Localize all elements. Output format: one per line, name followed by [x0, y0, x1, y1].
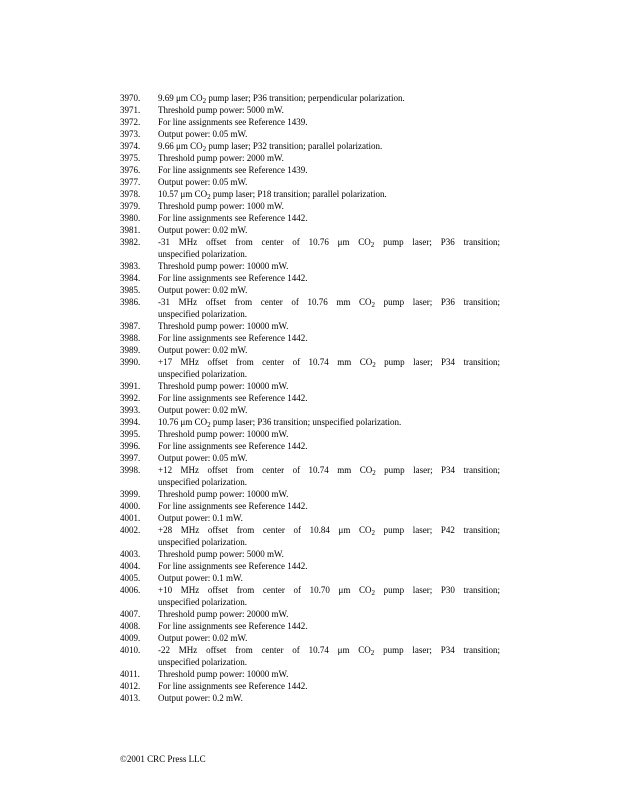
note-item — [120, 224, 500, 236]
note-item — [120, 140, 500, 152]
note-text: Output power: 0.05 mW. — [158, 129, 248, 139]
note-text — [158, 188, 500, 200]
note-number: 3984. — [120, 273, 141, 283]
note-text-post: pump laser; P36 transition; perpendicular polarization. — [206, 93, 405, 103]
note-number: 3993. — [120, 405, 141, 415]
note-text-post: pump laser; P36 transition; — [375, 297, 500, 307]
note-text: For line assignments see Reference 1439. — [158, 117, 308, 127]
note-item — [120, 152, 500, 164]
co2-subscript: 2 — [370, 649, 375, 657]
co2-subscript: 2 — [371, 529, 375, 537]
note-text — [158, 236, 500, 248]
co2-subscript: 2 — [207, 421, 211, 429]
note-text: Threshold pump power: 10000 mW. — [158, 429, 289, 439]
note-number: 3996. — [120, 441, 141, 451]
note-number: 3991. — [120, 381, 141, 391]
note-item — [120, 176, 500, 188]
note-number: 3982. — [120, 237, 141, 247]
note-item — [120, 464, 500, 488]
note-item — [120, 200, 500, 212]
note-item — [120, 620, 500, 632]
note-item — [120, 608, 500, 620]
co2-subscript: 2 — [372, 361, 376, 369]
note-text — [158, 356, 500, 368]
note-number: 3990. — [120, 357, 141, 367]
note-text: Output power: 0.05 mW. — [158, 453, 248, 463]
copyright-footer: ©2001 CRC Press LLC — [120, 754, 206, 764]
co2-subscript: 2 — [372, 469, 376, 477]
note-text: Threshold pump power: 20000 mW. — [158, 609, 289, 619]
note-item — [120, 644, 500, 668]
note-number: 4013. — [120, 693, 141, 703]
note-text-pre: 9.69 μm CO — [158, 93, 203, 103]
note-item — [120, 584, 500, 608]
note-text — [158, 644, 500, 656]
note-text-post: pump laser; P30 transition; — [374, 585, 500, 595]
note-item — [120, 692, 500, 704]
note-text-post: pump laser; P18 transition; parallel polarization. — [210, 189, 387, 199]
note-number: 3997. — [120, 453, 141, 463]
note-text — [158, 464, 500, 476]
note-item — [120, 680, 500, 692]
note-continuation: unspecified polarization. — [158, 369, 247, 379]
note-text: For line assignments see Reference 1442. — [158, 441, 308, 451]
note-number: 3972. — [120, 117, 141, 127]
note-text-pre: +12 MHz offset from center of 10.74 mm CO — [158, 465, 373, 475]
note-item — [120, 128, 500, 140]
note-text-post: pump laser; P36 transition; unspecified polarization. — [210, 417, 402, 427]
note-number: 3975. — [120, 153, 141, 163]
note-number: 3974. — [120, 141, 141, 151]
note-item — [120, 548, 500, 560]
note-number: 3987. — [120, 321, 141, 331]
note-text: For line assignments see Reference 1442. — [158, 621, 308, 631]
note-text: For line assignments see Reference 1442. — [158, 333, 308, 343]
note-item — [120, 212, 500, 224]
note-text: Output power: 0.05 mW. — [158, 177, 248, 187]
note-text-post: pump laser; P42 transition; — [374, 525, 500, 535]
note-number: 3978. — [120, 189, 141, 199]
note-number: 3970. — [120, 93, 141, 103]
note-text-pre: 10.57 μm CO — [158, 189, 208, 199]
note-item — [120, 392, 500, 404]
note-item — [120, 104, 500, 116]
note-text: For line assignments see Reference 1442. — [158, 501, 308, 511]
note-text — [158, 92, 500, 104]
note-text: For line assignments see Reference 1442. — [158, 273, 308, 283]
note-text: Threshold pump power: 5000 mW. — [158, 549, 284, 559]
note-number: 3973. — [120, 129, 141, 139]
note-item — [120, 488, 500, 500]
note-number: 3995. — [120, 429, 141, 439]
note-item — [120, 380, 500, 392]
note-text — [158, 140, 500, 152]
note-text: For line assignments see Reference 1442. — [158, 213, 308, 223]
note-number: 4008. — [120, 621, 141, 631]
note-text: For line assignments see Reference 1439. — [158, 165, 308, 175]
note-text-post: pump laser; P34 transition; — [374, 645, 500, 655]
note-item — [120, 116, 500, 128]
note-text: For line assignments see Reference 1442. — [158, 393, 308, 403]
note-text-post: pump laser; P34 transition; — [375, 465, 500, 475]
note-text-post: pump laser; P32 transition; parallel polarization. — [206, 141, 383, 151]
note-item — [120, 440, 500, 452]
note-text-pre: 10.76 μm CO — [158, 417, 208, 427]
note-text: Output power: 0.02 mW. — [158, 285, 248, 295]
note-text: Output power: 0.1 mW. — [158, 513, 243, 523]
note-number: 3971. — [120, 105, 141, 115]
note-text-pre: +10 MHz offset from center of 10.70 μm CO — [158, 585, 372, 595]
note-item — [120, 356, 500, 380]
note-number: 3981. — [120, 225, 141, 235]
note-number: 3983. — [120, 261, 141, 271]
note-text: Threshold pump power: 5000 mW. — [158, 105, 284, 115]
note-number: 3985. — [120, 285, 141, 295]
note-text: Threshold pump power: 10000 mW. — [158, 261, 289, 271]
note-item — [120, 260, 500, 272]
note-item — [120, 452, 500, 464]
note-item — [120, 560, 500, 572]
note-text — [158, 524, 500, 536]
note-text: Threshold pump power: 10000 mW. — [158, 669, 289, 679]
note-text: For line assignments see Reference 1442. — [158, 681, 308, 691]
note-item — [120, 428, 500, 440]
note-number: 4005. — [120, 573, 141, 583]
note-item — [120, 572, 500, 584]
note-text-pre: 9.66 μm CO — [158, 141, 203, 151]
note-number: 3986. — [120, 297, 141, 307]
note-item — [120, 164, 500, 176]
note-item — [120, 344, 500, 356]
note-number: 3976. — [120, 165, 141, 175]
co2-subscript: 2 — [207, 193, 211, 201]
note-item — [120, 500, 500, 512]
note-text: Output power: 0.02 mW. — [158, 225, 248, 235]
note-text: Threshold pump power: 2000 mW. — [158, 153, 284, 163]
note-number: 3988. — [120, 333, 141, 343]
note-item — [120, 188, 500, 200]
note-text: Threshold pump power: 1000 mW. — [158, 201, 284, 211]
note-number: 3979. — [120, 201, 141, 211]
note-number: 3992. — [120, 393, 141, 403]
note-text-pre: -31 MHz offset from center of 10.76 mm CO — [158, 297, 372, 307]
note-text: Threshold pump power: 10000 mW. — [158, 381, 289, 391]
note-text: Output power: 0.2 mW. — [158, 693, 243, 703]
co2-subscript: 2 — [371, 589, 375, 597]
note-item — [120, 272, 500, 284]
note-continuation: unspecified polarization. — [158, 309, 247, 319]
note-item — [120, 524, 500, 548]
note-text-pre: +17 MHz offset from center of 10.74 mm CO — [158, 357, 373, 367]
note-number: 4011. — [120, 669, 140, 679]
note-item — [120, 296, 500, 320]
note-number: 4002. — [120, 525, 141, 535]
note-text: Threshold pump power: 10000 mW. — [158, 489, 289, 499]
note-text: For line assignments see Reference 1442. — [158, 561, 308, 571]
note-text-pre: -31 MHz offset from center of 10.76 μm CO — [158, 237, 371, 247]
note-text-pre: +28 MHz offset from center of 10.84 μm CO — [158, 525, 372, 535]
note-number: 4000. — [120, 501, 141, 511]
note-item — [120, 320, 500, 332]
note-item — [120, 92, 500, 104]
note-number: 4006. — [120, 585, 141, 595]
note-number: 4009. — [120, 633, 141, 643]
note-text-post: pump laser; P36 transition; — [374, 237, 500, 247]
note-item — [120, 668, 500, 680]
note-number: 4003. — [120, 549, 141, 559]
note-text — [158, 416, 500, 428]
note-number: 4001. — [120, 513, 141, 523]
note-number: 4012. — [120, 681, 141, 691]
note-number: 3994. — [120, 417, 141, 427]
note-item — [120, 236, 500, 260]
note-item — [120, 284, 500, 296]
note-item — [120, 404, 500, 416]
note-continuation: unspecified polarization. — [158, 657, 247, 667]
note-number: 3977. — [120, 177, 141, 187]
note-text: Output power: 0.1 mW. — [158, 573, 243, 583]
note-number: 4004. — [120, 561, 141, 571]
note-item — [120, 332, 500, 344]
co2-subscript: 2 — [202, 97, 207, 105]
note-text — [158, 296, 500, 308]
note-continuation: unspecified polarization. — [158, 597, 247, 607]
note-text: Threshold pump power: 10000 mW. — [158, 321, 289, 331]
co2-subscript: 2 — [202, 145, 207, 153]
note-text — [158, 584, 500, 596]
note-number: 3998. — [120, 465, 141, 475]
note-text: Output power: 0.02 mW. — [158, 405, 248, 415]
note-number: 4010. — [120, 645, 141, 655]
note-number: 3980. — [120, 213, 141, 223]
note-number: 4007. — [120, 609, 141, 619]
note-item — [120, 632, 500, 644]
note-text: Output power: 0.02 mW. — [158, 345, 248, 355]
note-text-post: pump laser; P34 transition; — [375, 357, 500, 367]
notes-list — [120, 92, 500, 704]
co2-subscript: 2 — [371, 301, 376, 309]
note-text-pre: -22 MHz offset from center of 10.74 μm CO — [158, 645, 371, 655]
note-number: 3999. — [120, 489, 141, 499]
note-continuation: unspecified polarization. — [158, 477, 247, 487]
note-continuation: unspecified polarization. — [158, 537, 247, 547]
co2-subscript: 2 — [370, 241, 375, 249]
note-text: Output power: 0.02 mW. — [158, 633, 248, 643]
note-number: 3989. — [120, 345, 141, 355]
note-continuation: unspecified polarization. — [158, 249, 247, 259]
note-item — [120, 512, 500, 524]
note-item — [120, 416, 500, 428]
